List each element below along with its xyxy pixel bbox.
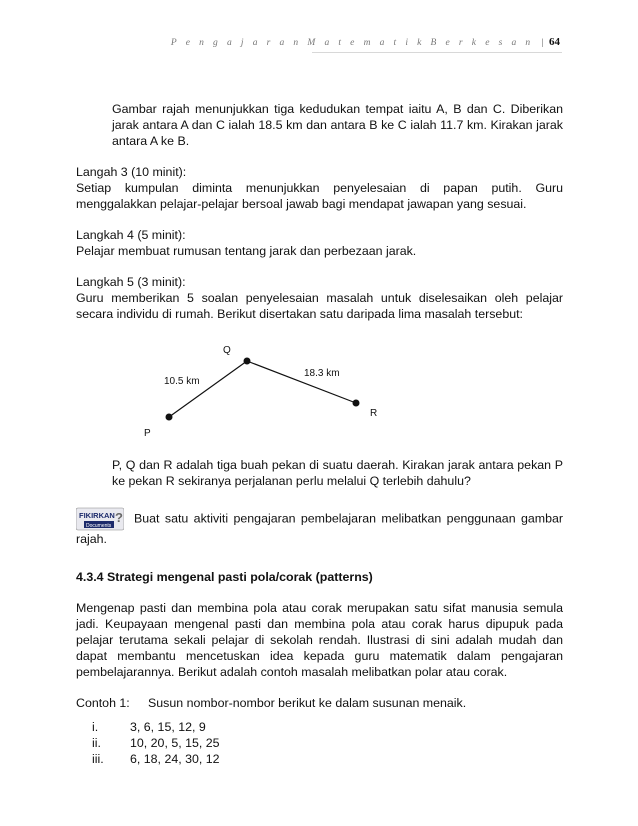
example-label: Contoh 1: bbox=[76, 696, 130, 710]
header-rule bbox=[312, 52, 562, 53]
example-list bbox=[92, 719, 563, 767]
think-activity bbox=[76, 507, 563, 547]
distance-diagram bbox=[76, 331, 563, 451]
list-item-value: 3, 6, 15, 12, 9 bbox=[130, 720, 206, 734]
page-header bbox=[171, 36, 560, 48]
label-q: Q bbox=[223, 345, 231, 356]
list-item bbox=[92, 751, 563, 767]
label-r: R bbox=[370, 408, 378, 419]
think-logo-icon bbox=[76, 507, 124, 531]
step3-title: Langah 3 (10 minit): bbox=[76, 165, 187, 179]
example-text: Susun nombor-nombor berikut ke dalam susunan menaik. bbox=[148, 696, 467, 710]
point-p bbox=[166, 414, 173, 421]
step4-title: Langkah 4 (5 minit): bbox=[76, 228, 186, 242]
header-title: P e n g a j a r a n M a t e m a t i k B e r k e s a n bbox=[170, 38, 534, 48]
list-item-value: 10, 20, 5, 15, 25 bbox=[130, 736, 220, 750]
step5-title: Langkah 5 (3 minit): bbox=[76, 275, 186, 289]
segment-qr bbox=[247, 361, 356, 403]
step5-text: Guru memberikan 5 soalan penyelesaian masalah untuk diselesaikan oleh pelajar secara individu di rumah. Berikut disertakan satu daripada lima masalah tersebut: bbox=[76, 291, 563, 321]
think-logo-svg bbox=[76, 507, 124, 531]
think-logo-sub: Documents bbox=[86, 523, 112, 529]
example-line bbox=[76, 695, 563, 711]
page-number: 64 bbox=[549, 36, 560, 48]
header-separator: | bbox=[541, 38, 544, 48]
list-item-numeral: iii. bbox=[92, 752, 104, 766]
section-heading: 4.3.4 Strategi mengenal pasti pola/corak (patterns) bbox=[76, 570, 373, 584]
label-p: P bbox=[144, 428, 151, 439]
list-item-numeral: ii. bbox=[92, 736, 101, 750]
point-q bbox=[244, 358, 251, 365]
intro-paragraph: Gambar rajah menunjukkan tiga kedudukan tempat iaitu A, B dan C. Diberikan jarak antara A dan C ialah 18.5 km dan antara B ke C ialah 11.7 km. Kirakan jarak antara A ke B. bbox=[112, 102, 563, 148]
think-logo-mark: ? bbox=[115, 510, 123, 525]
point-r bbox=[353, 400, 360, 407]
list-item bbox=[92, 735, 563, 751]
think-text: Buat satu aktiviti pengajaran pembelajaran melibatkan penggunaan gambar rajah. bbox=[76, 511, 563, 546]
list-item bbox=[92, 719, 563, 735]
step3-text: Setiap kumpulan diminta menunjukkan penyelesaian di papan putih. Guru menggalakkan pelajar-pelajar bersoal jawab bagi mendapat jawapan yang sesuai. bbox=[76, 181, 563, 211]
think-logo-text: FIKIRKAN bbox=[79, 511, 115, 520]
list-item-value: 6, 18, 24, 30, 12 bbox=[130, 752, 220, 766]
section-paragraph: Mengenap pasti dan membina pola atau corak merupakan satu sifat manusia semula jadi. Keupayaan mengenal pasti dan membina pola atau corak harus dipupuk pada pelajar terutama sekali pelajar di sekolah rendah. Ilustrasi di sini adalah mudah dan dapat membantu mencetuskan idea kepada guru matematik dalam pengajaran pembelajarannya. Berikut adalah contoh masalah melibatkan polar atau corak. bbox=[76, 601, 563, 679]
document-body bbox=[76, 101, 563, 767]
step4-text: Pelajar membuat rumusan tentang jarak dan perbezaan jarak. bbox=[76, 244, 417, 258]
label-distance-pq: 10.5 km bbox=[164, 376, 200, 387]
label-distance-qr: 18.3 km bbox=[304, 368, 340, 379]
list-item-numeral: i. bbox=[92, 720, 99, 734]
question-paragraph: P, Q dan R adalah tiga buah pekan di suatu daerah. Kirakan jarak antara pekan P ke pekan R sekiranya perjalanan perlu melalui Q terlebih dahulu? bbox=[112, 458, 563, 488]
